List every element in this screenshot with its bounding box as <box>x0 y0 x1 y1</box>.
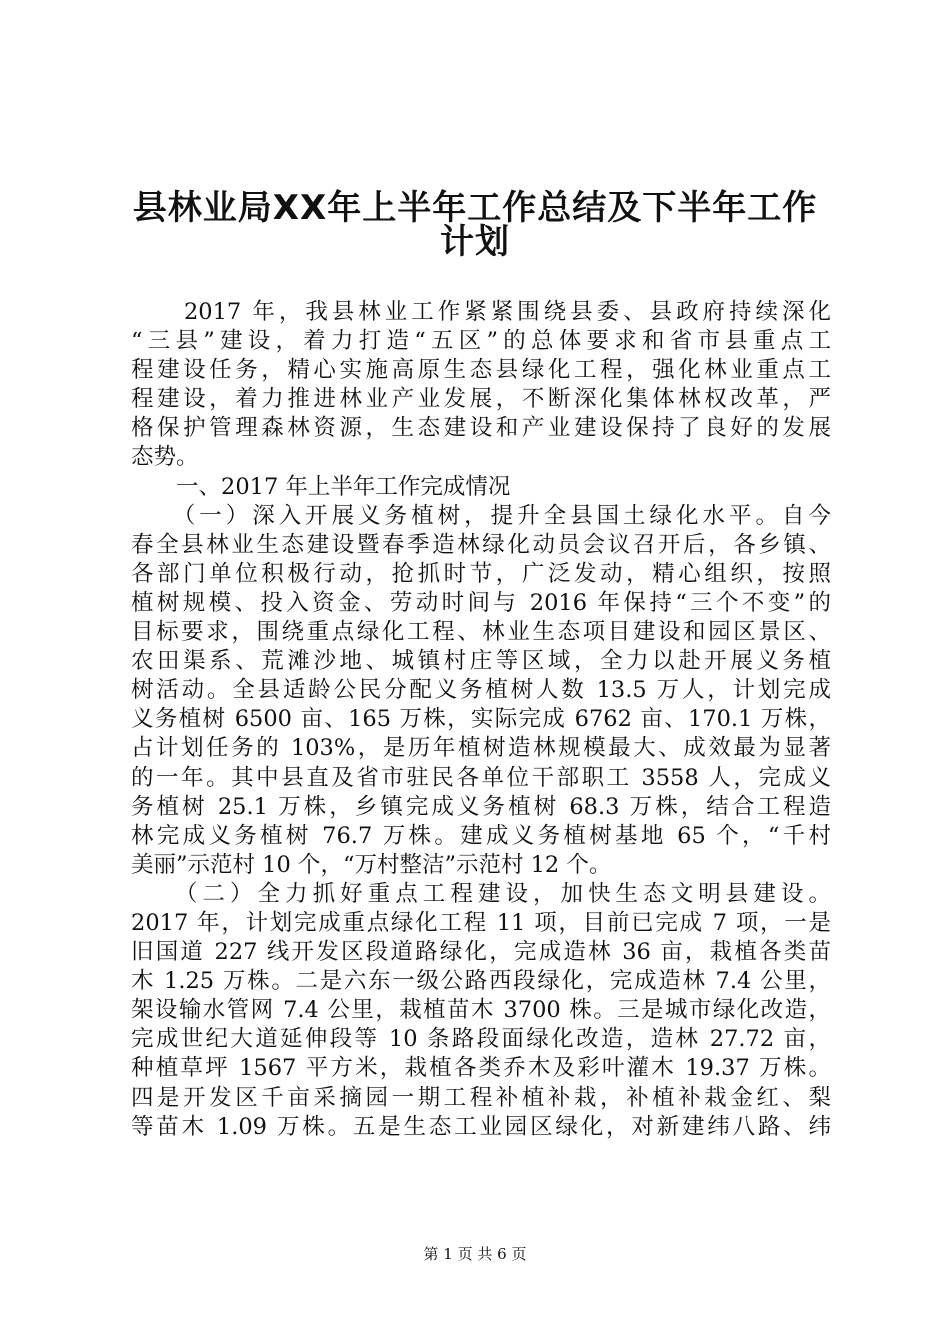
body-line: 2017 年，我县林业工作紧紧围绕县委、县政府持续深化 <box>131 299 831 325</box>
body-line: 春全县林业生态建设暨春季造林绿化动员会议召开后，各乡镇、 <box>131 531 831 558</box>
body-line: 种植草坪 1567 平方米，栽植各类乔木及彩叶灌木 19.37 万株。 <box>131 1055 831 1082</box>
body-line: 的一年。其中县直及省市驻民各单位干部职工 3558 人，完成义 <box>131 764 831 791</box>
document-title-line-1: 县林业局XX年上半年工作总结及下半年工作 <box>132 188 818 228</box>
body-line: 架设输水管网 7.4 公里，栽植苗木 3700 株。三是城市绿化改造， <box>131 997 831 1024</box>
body-line: 旧国道 227 线开发区段道路绿化，完成造林 36 亩，栽植各类苗 <box>131 939 831 966</box>
body-line: 各部门单位积极行动，抢抓时节，广泛发动，精心组织，按照 <box>131 560 831 587</box>
body-line: 目标要求，围绕重点绿化工程、林业生态项目建设和园区景区、 <box>131 619 831 646</box>
body-line: 程建设，着力推进林业产业发展，不断深化集体林权改革，严 <box>131 386 831 413</box>
body-line: 完成世纪大道延伸段等 10 条路段面绿化改造，造林 27.72 亩， <box>131 1026 831 1053</box>
body-line: 农田渠系、荒滩沙地、城镇村庄等区域，全力以赴开展义务植 <box>131 648 831 675</box>
body-line: （一）深入开展义务植树，提升全县国土绿化水平。自今 <box>131 502 831 529</box>
body-line: 务植树 25.1 万株，乡镇完成义务植树 68.3 万株，结合工程造 <box>131 793 831 820</box>
body-line: 一、2017 年上半年工作完成情况 <box>131 473 511 500</box>
body-line: 美丽”示范村 10 个，“万村整洁”示范村 12 个。 <box>131 851 612 878</box>
body-line: 程建设任务，精心实施高原生态县绿化工程，强化林业重点工 <box>131 357 831 384</box>
body-line: “三县”建设，着力打造“五区”的总体要求和省市县重点工 <box>131 328 831 355</box>
body-line: 2017 年，计划完成重点绿化工程 11 项，目前已完成 7 项，一是 <box>131 909 831 936</box>
body-line: 植树规模、投入资金、劳动时间与 2016 年保持“三个不变”的 <box>131 589 831 616</box>
body-line: （二）全力抓好重点工程建设，加快生态文明县建设。 <box>131 880 831 907</box>
body-line: 义务植树 6500 亩、165 万株，实际完成 6762 亩、170.1 万株， <box>131 706 831 733</box>
document-title-line-2: 计划 <box>440 222 510 262</box>
document-body <box>131 298 831 1142</box>
body-line: 等苗木 1.09 万株。五是生态工业园区绿化，对新建纬八路、纬 <box>131 1113 831 1140</box>
page-footer: 第 1 页 共 6 页 <box>423 1245 527 1263</box>
body-line: 占计划任务的 103%，是历年植树造林规模最大、成效最为显著 <box>131 735 831 762</box>
body-line: 四是开发区千亩采摘园一期工程补植补栽，补植补栽金红、梨 <box>131 1084 831 1111</box>
body-line: 林完成义务植树 76.7 万株。建成义务植树基地 65 个，“千村 <box>131 822 831 849</box>
body-line: 格保护管理森林资源，生态建设和产业建设保持了良好的发展 <box>131 415 831 442</box>
body-line: 态势。 <box>131 444 199 471</box>
body-line: 木 1.25 万株。二是六东一级公路西段绿化，完成造林 7.4 公里， <box>131 968 831 995</box>
body-line: 树活动。全县适龄公民分配义务植树人数 13.5 万人，计划完成 <box>131 677 831 704</box>
